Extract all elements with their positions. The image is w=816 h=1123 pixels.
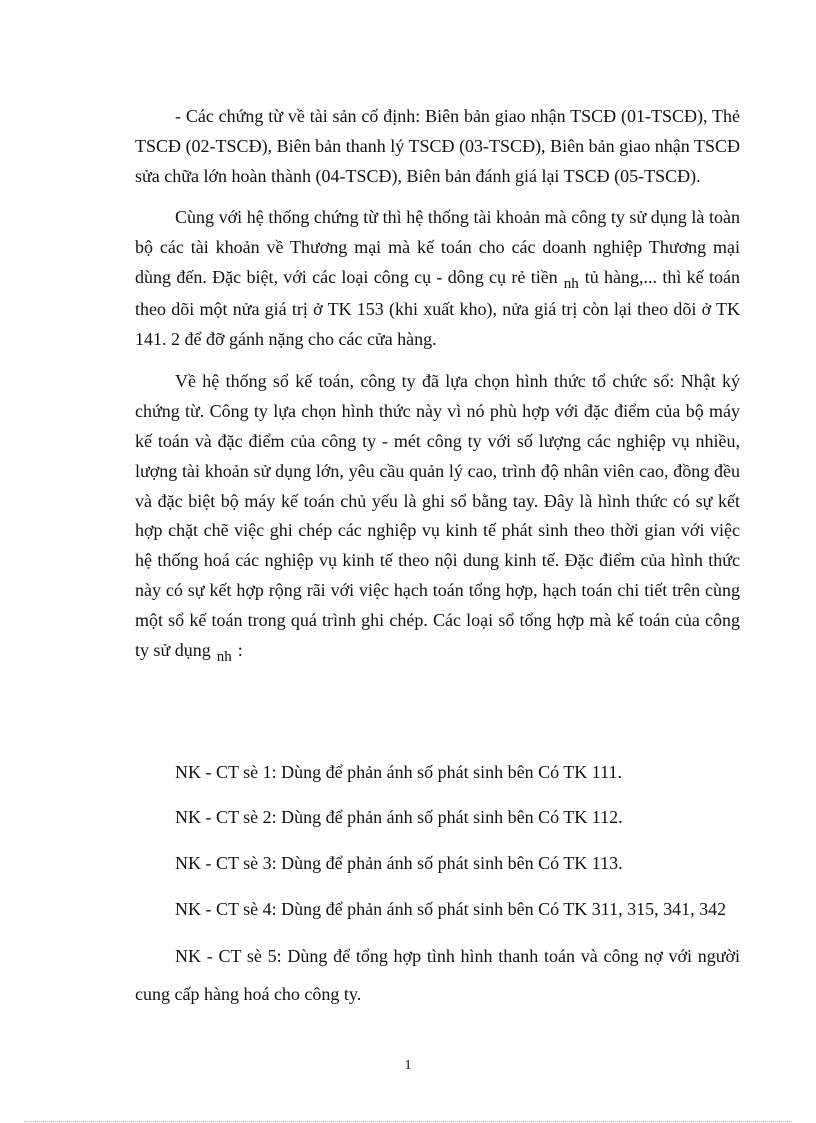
page-number: 1: [404, 1058, 412, 1073]
paragraph-ledger-system: [135, 367, 740, 667]
body-text: [135, 102, 740, 667]
subscript-fragment: nh: [563, 275, 579, 292]
journal-item-1: NK - CT sè 1: Dùng để phản ánh số phát sinh bên Có TK 111.: [175, 762, 622, 782]
paragraph-accounts-system: [135, 203, 740, 354]
paragraph-text: :: [237, 639, 243, 660]
journal-item-3: NK - CT sè 3: Dùng để phản ánh số phát sinh bên Có TK 113.: [175, 853, 623, 873]
footer-divider: [24, 1121, 792, 1122]
journal-item-5: NK - CT sè 5: Dùng để tổng hợp tình hình thanh toán và công nợ với người cung cấp hàng hoá cho công ty.: [135, 946, 740, 1004]
subscript-fragment: nh: [216, 648, 232, 665]
paragraph-text: Về hệ thống sổ kế toán, công ty đã lựa chọn hình thức tổ chức sổ: Nhật ký chứng từ. Công ty lựa chọn hình thức này vì nó phù hợp với đặc điểm của bộ máy kế toán và đặc điểm của công ty - mét công ty với số lượng các nghiệp vụ nhiều, lượng tài khoản sử dụng lớn, yêu cầu quản lý cao, trình độ nhân viên cao, đồng đều và đặc biệt bộ máy kế toán chủ yếu là ghi sổ bằng tay. Đây là hình thức có sự kết hợp chặt chẽ việc ghi chép các nghiệp vụ kinh tế phát sinh theo thời gian với việc hệ thống hoá các nghiệp vụ kinh tế theo nội dung kinh tế. Đặc điểm của hình thức này có sự kết hợp rộng rãi với việc hạch toán tổng hợp, hạch toán chi tiết trên cùng một sổ kế toán trong quá trình ghi chép. Các loại sổ tổng hợp mà kế toán của công ty sử dụng: [135, 371, 740, 660]
paragraph-text: tủ hàng,... thì kế toán theo dõi một nửa giá trị ở TK 153 (khi xuất kho), nửa giá trị còn lại theo dõi ở TK 141. 2 để đỡ gánh nặng cho các cửa hàng.: [135, 266, 740, 349]
paragraph-text: Cùng với hệ thống chứng từ thì hệ thống tài khoản mà công ty sử dụng là toàn bộ các tài khoản về Thương mại mà kế toán cho các doanh nghiệp Thương mại dùng đến. Đặc biệt, với các loại công cụ - dông cụ rẻ tiền: [135, 207, 740, 287]
paragraph-fixed-assets-documents: - Các chứng từ về tài sản cố định: Biên bản giao nhận TSCĐ (01-TSCĐ), Thẻ TSCĐ (02-TSCĐ), Biên bản thanh lý TSCĐ (03-TSCĐ), Biên bản giao nhận TSCĐ sửa chữa lớn hoàn thành (04-TSCĐ), Biên bản đánh giá lại TSCĐ (05-TSCĐ).: [135, 106, 740, 186]
journal-item-4: NK - CT sè 4: Dùng để phản ánh số phát sinh bên Có TK 311, 315, 341, 342: [175, 899, 727, 919]
journal-item-2: NK - CT sè 2: Dùng để phản ánh số phát sinh bên Có TK 112.: [175, 807, 623, 827]
